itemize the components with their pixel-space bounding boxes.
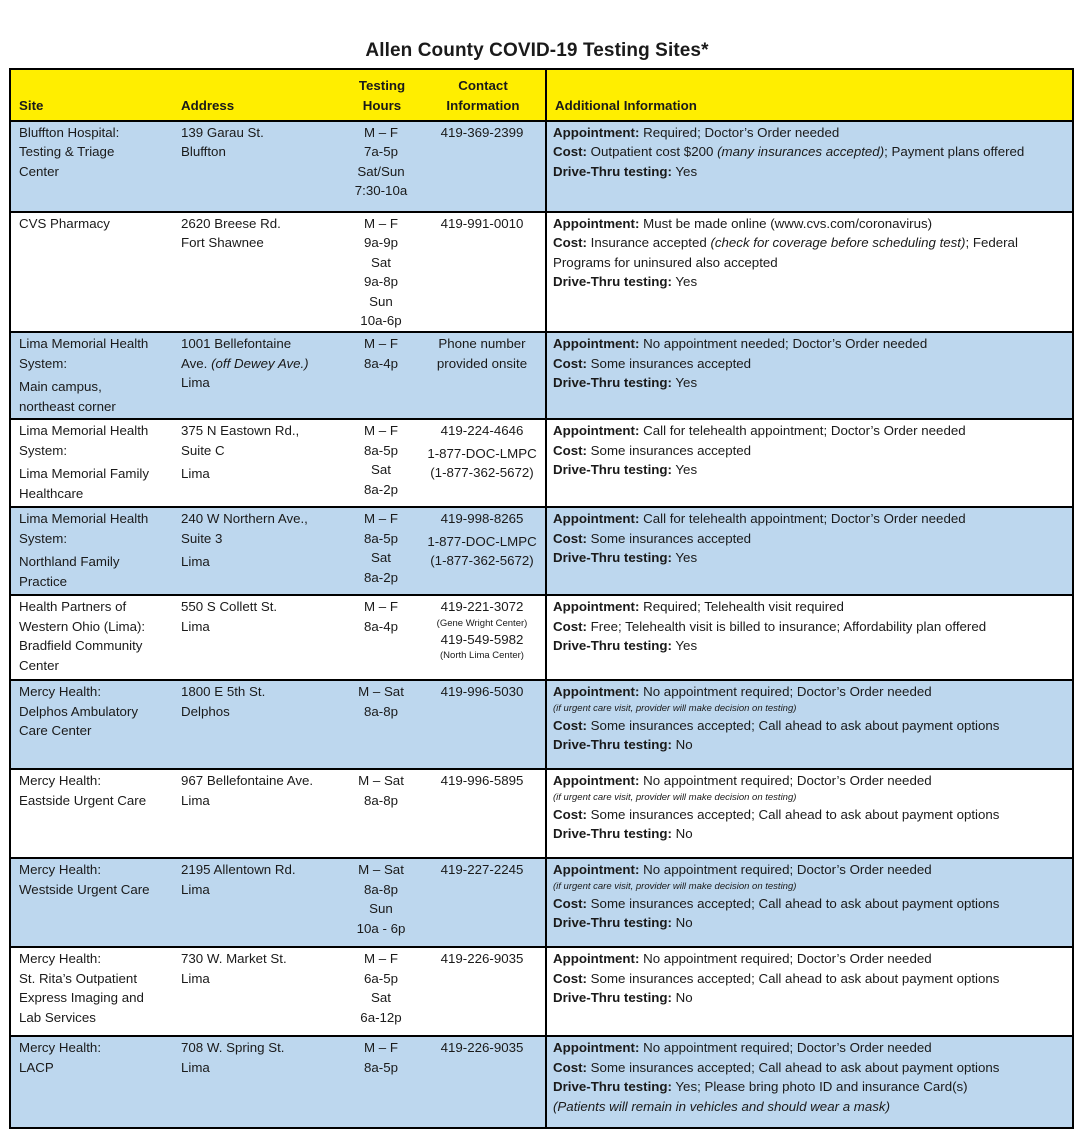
page-title: Allen County COVID-19 Testing Sites*: [365, 40, 709, 61]
site-name-line: Mercy Health:: [19, 1040, 102, 1056]
site-name-line: System:: [19, 530, 68, 546]
hours-line: 8a-2p: [363, 481, 398, 497]
site-name-line: Lab Services: [19, 1009, 96, 1025]
address-line: 730 W. Market St.: [181, 951, 287, 967]
site-cell: [10, 680, 173, 769]
drive-thru-label: Drive-Thru testing:: [553, 375, 672, 391]
site-name-line: Health Partners of: [19, 599, 127, 615]
site-name-line: Lima Memorial Health: [19, 511, 149, 527]
site-name-line: Testing & Triage: [19, 144, 115, 160]
address-line: 2620 Breese Rd.: [181, 216, 281, 231]
urgent-care-note: (if urgent care visit, provider will make decision on testing): [553, 880, 797, 892]
appointment-label: Appointment:: [553, 951, 640, 967]
drive-thru-line: Drive-Thru testing: Yes: [553, 163, 698, 179]
address-line: 967 Bellefontaine Ave.: [181, 773, 314, 789]
cost-label: Cost:: [553, 355, 587, 371]
additional-info-cell: [546, 121, 1073, 212]
header-additional-information: Additional Information: [546, 69, 1073, 121]
cost-label: Cost:: [553, 235, 587, 251]
cost-line: Cost: Some insurances accepted: [553, 442, 752, 458]
address-line: Bluffton: [181, 144, 226, 160]
address-line: Fort Shawnee: [181, 235, 264, 251]
hours-line: Sat: [371, 550, 391, 566]
appointment-label: Appointment:: [553, 125, 640, 140]
contact-cell: [419, 680, 546, 769]
hours-line: Sat: [371, 254, 391, 270]
appointment-label: Appointment:: [553, 862, 640, 878]
hours-line: 7a-5p: [363, 144, 398, 160]
cost-label: Cost:: [553, 442, 587, 458]
testing-sites-table: [9, 68, 1074, 1129]
drive-thru-line: Drive-Thru testing: No: [553, 990, 693, 1006]
site-name-line: northeast corner: [19, 398, 116, 414]
appointment-line: Appointment: No appointment required; Doctor’s Order needed: [553, 773, 932, 789]
appointment-label: Appointment:: [553, 773, 640, 789]
appointment-line: Appointment: Call for telehealth appointment; Doctor’s Order needed: [553, 511, 966, 527]
address-line: 240 W Northern Ave.,: [181, 511, 308, 527]
table-row: [10, 858, 1073, 947]
drive-thru-label: Drive-Thru testing:: [553, 990, 672, 1006]
testing-hours-cell: [343, 858, 419, 947]
appointment-label: Appointment:: [553, 336, 640, 352]
cost-note: (check for coverage before scheduling test): [710, 235, 966, 251]
cost-label: Cost:: [553, 806, 587, 822]
address-cell: [173, 858, 343, 947]
phone-number: Phone number: [438, 336, 526, 352]
site-cell: [10, 121, 173, 212]
contact-cell: [419, 332, 546, 419]
additional-info-cell: [546, 595, 1073, 680]
site-cell: [10, 947, 173, 1036]
hours-line: M – F: [364, 599, 398, 615]
cost-line: Cost: Some insurances accepted; Call ahead to ask about payment options: [553, 1059, 1000, 1075]
additional-info-cell: [546, 507, 1073, 595]
contact-cell: [419, 419, 546, 507]
cost-line: Cost: Some insurances accepted: [553, 530, 752, 546]
phone-number: 419-224-4646: [440, 423, 524, 439]
site-cell: [10, 507, 173, 595]
additional-info-cell: [546, 1036, 1073, 1128]
address-cell: [173, 419, 343, 507]
appointment-line: Appointment: No appointment required; Doctor’s Order needed: [553, 862, 932, 878]
cost-label: Cost:: [553, 618, 587, 634]
address-cell: [173, 680, 343, 769]
phone-number: 419-369-2399: [440, 125, 524, 140]
table-row: [10, 121, 1073, 212]
site-name-line: Lima Memorial Family: [19, 466, 150, 482]
drive-thru-line: Drive-Thru testing: Yes: [553, 638, 698, 654]
site-name-line: Main campus,: [19, 379, 102, 395]
site-name-line: Northland Family: [19, 554, 120, 570]
hours-line: 6a-12p: [360, 1009, 402, 1025]
hours-line: M – F: [364, 216, 398, 231]
address-cell: [173, 332, 343, 419]
drive-thru-label: Drive-Thru testing:: [553, 1079, 672, 1095]
site-name-line: System:: [19, 442, 68, 458]
hours-line: M – F: [364, 423, 398, 439]
address-line: 375 N Eastown Rd.,: [181, 423, 300, 439]
hours-line: 8a-8p: [363, 703, 398, 719]
site-name-line: Eastside Urgent Care: [19, 792, 147, 808]
address-line: Lima: [181, 881, 210, 897]
hours-line: 8a-4p: [363, 618, 398, 634]
contact-cell: [419, 121, 546, 212]
hours-line: 6a-5p: [363, 970, 398, 986]
table-row: [10, 332, 1073, 419]
cost-label: Cost:: [553, 970, 587, 986]
drive-thru-line: Drive-Thru testing: No: [553, 826, 693, 842]
cost-line: Cost: Some insurances accepted; Call ahead to ask about payment options: [553, 717, 1000, 733]
cost-line: Cost: Insurance accepted (check for coverage before scheduling test); Federal Programs for uninsured also accepted: [553, 235, 1018, 270]
testing-hours-cell: [343, 595, 419, 680]
hours-line: Sat: [371, 990, 391, 1006]
address-note: (off Dewey Ave.): [211, 355, 309, 371]
appointment-label: Appointment:: [553, 511, 640, 527]
phone-number: 419-221-3072: [440, 599, 524, 615]
address-cell: [173, 507, 343, 595]
phone-number: 419-998-8265: [440, 511, 524, 527]
site-name-line: Westside Urgent Care: [19, 881, 150, 897]
appointment-label: Appointment:: [553, 423, 640, 439]
hours-line: 7:30-10a: [354, 183, 408, 199]
drive-thru-line: Drive-Thru testing: Yes: [553, 550, 698, 566]
testing-hours-cell: [343, 680, 419, 769]
cost-label: Cost:: [553, 144, 587, 160]
hours-line: M – F: [364, 511, 398, 527]
hours-line: 8a-8p: [363, 881, 398, 897]
cost-note: (many insurances accepted): [717, 144, 885, 160]
site-name-line: Practice: [19, 573, 68, 589]
appointment-line: Appointment: Required; Doctor’s Order needed: [553, 125, 840, 140]
site-name-line: System:: [19, 355, 68, 371]
additional-info-cell: [546, 419, 1073, 507]
address-cell: [173, 121, 343, 212]
site-name-line: Lima Memorial Health: [19, 336, 149, 352]
phone-number: 419-226-9035: [440, 951, 524, 967]
contact-location: (Gene Wright Center): [436, 617, 528, 629]
phone-number: (1-877-362-5672): [430, 465, 534, 481]
appointment-line: Appointment: No appointment required; Doctor’s Order needed: [553, 684, 932, 700]
appointment-line: Appointment: Call for telehealth appointment; Doctor’s Order needed: [553, 423, 966, 439]
site-name-line: Express Imaging and: [19, 990, 144, 1006]
appointment-line: Appointment: Required; Telehealth visit required: [553, 599, 844, 615]
site-name-line: Care Center: [19, 723, 92, 739]
hours-line: Sat/Sun: [357, 163, 405, 179]
table-row: [10, 680, 1073, 769]
address-line: Suite C: [181, 442, 225, 458]
site-cell: [10, 858, 173, 947]
appointment-line: Appointment: Must be made online (www.cvs.com/coronavirus): [553, 216, 933, 231]
site-name-line: Lima Memorial Health: [19, 423, 149, 439]
additional-info-cell: [546, 680, 1073, 769]
table-row: [10, 507, 1073, 595]
testing-hours-cell: [343, 1036, 419, 1128]
phone-number: provided onsite: [436, 355, 528, 371]
appointment-label: Appointment:: [553, 599, 640, 615]
testing-hours-cell: [343, 332, 419, 419]
hours-line: 8a-8p: [363, 792, 398, 808]
hours-line: M – Sat: [358, 862, 404, 878]
address-line: 1001 Bellefontaine: [181, 336, 292, 352]
cost-label: Cost:: [553, 530, 587, 546]
header-testing-hours: Testing Hours: [343, 69, 419, 121]
site-name-line: Bluffton Hospital:: [19, 125, 120, 140]
header-site: Site: [10, 69, 173, 121]
address-line: 139 Garau St.: [181, 125, 264, 140]
header-contact-information: Contact Information: [419, 69, 546, 121]
site-name-line: LACP: [19, 1059, 54, 1075]
cost-line: Cost: Some insurances accepted; Call ahead to ask about payment options: [553, 895, 1000, 911]
header-address: Address: [173, 69, 343, 121]
contact-cell: [419, 947, 546, 1036]
hours-line: Sun: [369, 293, 393, 309]
site-cell: [10, 769, 173, 858]
additional-info-cell: [546, 858, 1073, 947]
drive-thru-line: Drive-Thru testing: No: [553, 915, 693, 931]
cost-label: Cost:: [553, 895, 587, 911]
drive-thru-label: Drive-Thru testing:: [553, 274, 672, 290]
site-cell: [10, 212, 173, 332]
drive-thru-label: Drive-Thru testing:: [553, 915, 672, 931]
cost-label: Cost:: [553, 717, 587, 733]
drive-thru-label: Drive-Thru testing:: [553, 462, 672, 478]
phone-number: (1-877-362-5672): [430, 553, 534, 569]
contact-cell: [419, 769, 546, 858]
site-name-line: Bradfield Community: [19, 638, 143, 654]
drive-thru-label: Drive-Thru testing:: [553, 826, 672, 842]
table-row: [10, 595, 1073, 680]
hours-line: M – Sat: [358, 684, 404, 700]
hours-line: M – F: [364, 125, 398, 140]
table-row: [10, 947, 1073, 1036]
drive-thru-label: Drive-Thru testing:: [553, 638, 672, 654]
phone-number: 419-226-9035: [440, 1040, 524, 1056]
contact-cell: [419, 858, 546, 947]
site-name-line: Mercy Health:: [19, 773, 102, 789]
contact-cell: [419, 507, 546, 595]
site-name-line: CVS Pharmacy: [19, 216, 110, 231]
additional-info-cell: [546, 769, 1073, 858]
address-line: 550 S Collett St.: [181, 599, 278, 615]
urgent-care-note: (if urgent care visit, provider will make decision on testing): [553, 791, 797, 803]
cost-line: Cost: Some insurances accepted: [553, 355, 752, 371]
drive-thru-label: Drive-Thru testing:: [553, 550, 672, 566]
testing-hours-cell: [343, 419, 419, 507]
address-cell: [173, 595, 343, 680]
address-cell: [173, 1036, 343, 1128]
address-line: 2195 Allentown Rd.: [181, 862, 296, 878]
address-cell: [173, 947, 343, 1036]
appointment-line: Appointment: No appointment required; Doctor’s Order needed: [553, 951, 932, 967]
appointment-label: Appointment:: [553, 216, 640, 231]
hours-line: 8a-4p: [363, 355, 398, 371]
additional-info-cell: [546, 212, 1073, 332]
cost-line: Cost: Free; Telehealth visit is billed to insurance; Affordability plan offered: [553, 618, 987, 634]
additional-info-cell: [546, 947, 1073, 1036]
phone-number: 419-227-2245: [440, 862, 524, 878]
address-line: Lima: [181, 618, 210, 634]
table-row: [10, 419, 1073, 507]
appointment-line: Appointment: No appointment required; Doctor’s Order needed: [553, 1040, 932, 1056]
hours-line: 9a-9p: [363, 235, 398, 251]
drive-thru-line: Drive-Thru testing: No: [553, 737, 693, 753]
address-cell: [173, 212, 343, 332]
address-cell: [173, 769, 343, 858]
phone-number: 419-549-5982: [440, 631, 524, 647]
phone-number: 419-996-5895: [440, 773, 524, 789]
address-line: Lima: [181, 375, 210, 391]
site-name-line: Healthcare: [19, 485, 84, 501]
appointment-label: Appointment:: [553, 1040, 640, 1056]
contact-cell: [419, 595, 546, 680]
contact-cell: [419, 212, 546, 332]
hours-line: 8a-5p: [363, 1059, 398, 1075]
cost-line: Cost: Outpatient cost $200 (many insurances accepted); Payment plans offered: [553, 144, 1025, 160]
table-row: [10, 1036, 1073, 1128]
site-name-line: Mercy Health:: [19, 684, 102, 700]
hours-line: 8a-5p: [363, 530, 398, 546]
contact-location: (North Lima Center): [440, 650, 524, 662]
phone-number: 1-877-DOC-LMPC: [427, 533, 537, 549]
table-header-row: [10, 69, 1073, 121]
testing-hours-cell: [343, 121, 419, 212]
mask-note: (Patients will remain in vehicles and should wear a mask): [553, 1098, 890, 1114]
address-line: Ave. (off Dewey Ave.): [181, 355, 309, 371]
hours-line: Sun: [369, 901, 393, 917]
address-line: 1800 E 5th St.: [181, 684, 266, 700]
site-cell: [10, 332, 173, 419]
hours-line: 10a - 6p: [356, 920, 406, 936]
address-line: 708 W. Spring St.: [181, 1040, 285, 1056]
drive-thru-line: Drive-Thru testing: Yes: [553, 274, 698, 290]
hours-line: M – F: [364, 336, 398, 352]
drive-thru-line: Drive-Thru testing: Yes; Please bring photo ID and insurance Card(s): [553, 1079, 968, 1095]
address-line: Lima: [181, 1059, 210, 1075]
cost-label: Cost:: [553, 1059, 587, 1075]
drive-thru-label: Drive-Thru testing:: [553, 163, 672, 179]
address-line: Delphos: [181, 703, 230, 719]
appointment-label: Appointment:: [553, 684, 640, 700]
testing-hours-cell: [343, 947, 419, 1036]
hours-line: M – Sat: [358, 773, 404, 789]
hours-line: M – F: [364, 951, 398, 967]
table-row: [10, 769, 1073, 858]
address-line: Lima: [181, 792, 210, 808]
appointment-line: Appointment: No appointment needed; Doctor’s Order needed: [553, 336, 928, 352]
testing-hours-cell: [343, 212, 419, 332]
address-line: Suite 3: [181, 530, 223, 546]
table-row: [10, 212, 1073, 332]
site-name-line: Center: [19, 163, 59, 179]
site-name-line: Delphos Ambulatory: [19, 703, 138, 719]
address-line: Lima: [181, 466, 210, 482]
site-cell: [10, 595, 173, 680]
phone-number: 419-991-0010: [440, 216, 524, 231]
site-name-line: Mercy Health:: [19, 951, 102, 967]
phone-number: 419-996-5030: [440, 684, 524, 700]
testing-hours-cell: [343, 769, 419, 858]
hours-line: 8a-5p: [363, 442, 398, 458]
address-line: Lima: [181, 970, 210, 986]
drive-thru-line: Drive-Thru testing: Yes: [553, 462, 698, 478]
table-body: [10, 121, 1073, 1128]
drive-thru-line: Drive-Thru testing: Yes: [553, 375, 698, 391]
hours-line: 9a-8p: [363, 274, 398, 290]
site-name-line: Mercy Health:: [19, 862, 102, 878]
drive-thru-note: [553, 1097, 1068, 1116]
site-name-line: St. Rita’s Outpatient: [19, 970, 138, 986]
hours-line: 10a-6p: [360, 313, 402, 329]
urgent-care-note: (if urgent care visit, provider will make decision on testing): [553, 702, 797, 714]
additional-info-cell: [546, 332, 1073, 419]
site-name-line: Western Ohio (Lima):: [19, 618, 146, 634]
hours-line: M – F: [364, 1040, 398, 1056]
cost-line: Cost: Some insurances accepted; Call ahead to ask about payment options: [553, 970, 1000, 986]
testing-hours-cell: [343, 507, 419, 595]
phone-number: 1-877-DOC-LMPC: [427, 445, 537, 461]
site-cell: [10, 1036, 173, 1128]
cost-line: Cost: Some insurances accepted; Call ahead to ask about payment options: [553, 806, 1000, 822]
hours-line: Sat: [371, 462, 391, 478]
contact-cell: [419, 1036, 546, 1128]
hours-line: 8a-2p: [363, 569, 398, 585]
site-name-line: Center: [19, 657, 59, 673]
site-cell: [10, 419, 173, 507]
address-line: Lima: [181, 554, 210, 570]
drive-thru-label: Drive-Thru testing:: [553, 737, 672, 753]
